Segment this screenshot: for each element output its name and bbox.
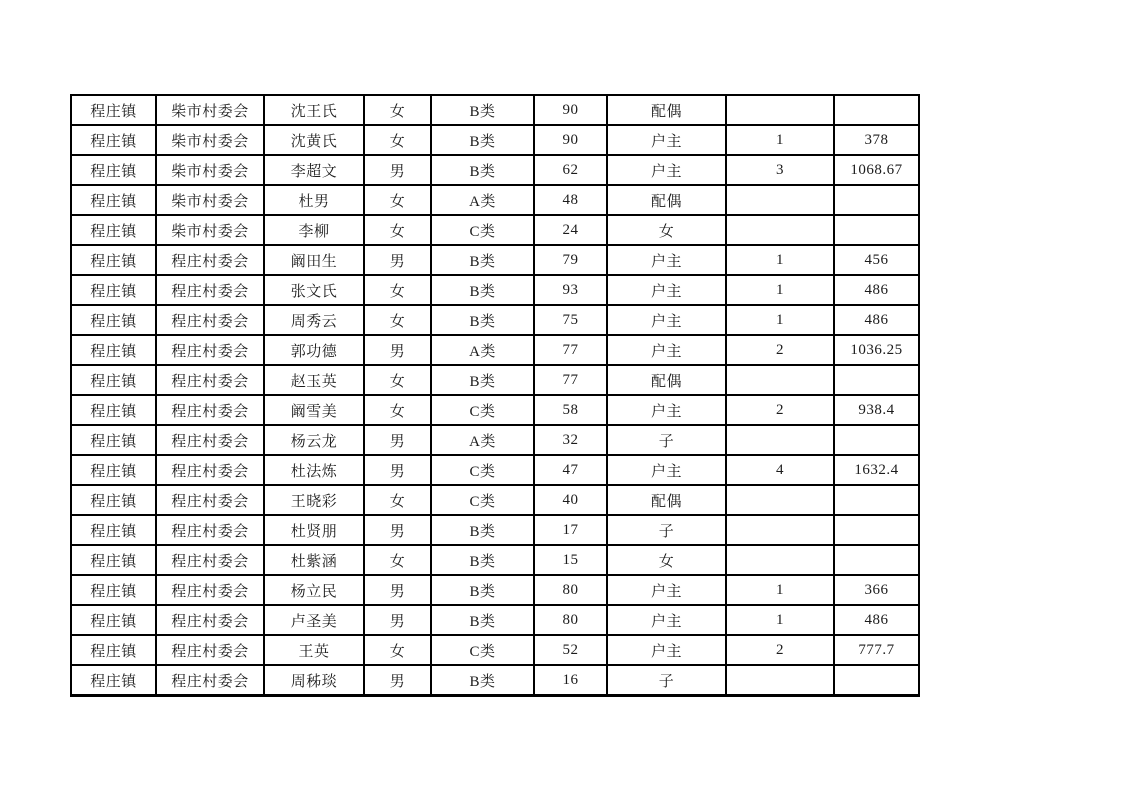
cell-town: 程庄镇 bbox=[71, 545, 156, 575]
cell-count bbox=[726, 185, 834, 215]
cell-category: C类 bbox=[431, 455, 534, 485]
cell-age: 79 bbox=[534, 245, 607, 275]
cell-village-committee: 程庄村委会 bbox=[156, 635, 264, 665]
cell-town: 程庄镇 bbox=[71, 485, 156, 515]
cell-town: 程庄镇 bbox=[71, 395, 156, 425]
cell-town: 程庄镇 bbox=[71, 515, 156, 545]
cell-relation: 户主 bbox=[607, 125, 726, 155]
cell-amount bbox=[834, 215, 919, 245]
cell-age: 75 bbox=[534, 305, 607, 335]
cell-category: B类 bbox=[431, 365, 534, 395]
table-row bbox=[71, 245, 919, 275]
cell-category: B类 bbox=[431, 515, 534, 545]
cell-count bbox=[726, 545, 834, 575]
cell-amount: 366 bbox=[834, 575, 919, 605]
cell-village-committee: 程庄村委会 bbox=[156, 245, 264, 275]
cell-relation: 户主 bbox=[607, 455, 726, 485]
cell-name: 周秭琰 bbox=[264, 665, 364, 695]
cell-name: 张文氏 bbox=[264, 275, 364, 305]
cell-village-committee: 程庄村委会 bbox=[156, 365, 264, 395]
cell-village-committee: 程庄村委会 bbox=[156, 425, 264, 455]
table-body bbox=[71, 95, 919, 696]
cell-gender: 男 bbox=[364, 155, 431, 185]
cell-category: A类 bbox=[431, 185, 534, 215]
cell-village-committee: 程庄村委会 bbox=[156, 545, 264, 575]
cell-age: 24 bbox=[534, 215, 607, 245]
cell-relation: 配偶 bbox=[607, 485, 726, 515]
cell-gender: 女 bbox=[364, 635, 431, 665]
cell-category: C类 bbox=[431, 635, 534, 665]
cell-town: 程庄镇 bbox=[71, 125, 156, 155]
cell-village-committee: 程庄村委会 bbox=[156, 515, 264, 545]
cell-count: 2 bbox=[726, 335, 834, 365]
cell-amount: 1632.4 bbox=[834, 455, 919, 485]
cell-age: 52 bbox=[534, 635, 607, 665]
cell-amount bbox=[834, 185, 919, 215]
cell-count: 1 bbox=[726, 305, 834, 335]
table-row bbox=[71, 125, 919, 155]
cell-relation: 户主 bbox=[607, 335, 726, 365]
table-row bbox=[71, 605, 919, 635]
table-row bbox=[71, 485, 919, 515]
cell-relation: 配偶 bbox=[607, 365, 726, 395]
cell-town: 程庄镇 bbox=[71, 455, 156, 485]
cell-age: 15 bbox=[534, 545, 607, 575]
cell-count bbox=[726, 365, 834, 395]
cell-category: B类 bbox=[431, 125, 534, 155]
cell-age: 32 bbox=[534, 425, 607, 455]
cell-name: 卢圣美 bbox=[264, 605, 364, 635]
cell-gender: 男 bbox=[364, 575, 431, 605]
cell-name: 赵玉英 bbox=[264, 365, 364, 395]
table-row bbox=[71, 155, 919, 185]
cell-gender: 男 bbox=[364, 455, 431, 485]
table-row bbox=[71, 275, 919, 305]
cell-age: 80 bbox=[534, 605, 607, 635]
cell-relation: 户主 bbox=[607, 635, 726, 665]
cell-count bbox=[726, 95, 834, 125]
cell-amount: 456 bbox=[834, 245, 919, 275]
cell-gender: 男 bbox=[364, 425, 431, 455]
cell-village-committee: 柴市村委会 bbox=[156, 185, 264, 215]
cell-village-committee: 程庄村委会 bbox=[156, 275, 264, 305]
cell-age: 62 bbox=[534, 155, 607, 185]
cell-town: 程庄镇 bbox=[71, 335, 156, 365]
cell-category: A类 bbox=[431, 425, 534, 455]
cell-name: 王晓彩 bbox=[264, 485, 364, 515]
table-row bbox=[71, 455, 919, 485]
cell-village-committee: 程庄村委会 bbox=[156, 665, 264, 695]
cell-gender: 女 bbox=[364, 275, 431, 305]
cell-category: B类 bbox=[431, 545, 534, 575]
cell-town: 程庄镇 bbox=[71, 665, 156, 695]
cell-count: 1 bbox=[726, 275, 834, 305]
cell-gender: 女 bbox=[364, 185, 431, 215]
cell-amount bbox=[834, 515, 919, 545]
cell-name: 阚雪美 bbox=[264, 395, 364, 425]
cell-name: 李柳 bbox=[264, 215, 364, 245]
cell-amount bbox=[834, 485, 919, 515]
cell-village-committee: 程庄村委会 bbox=[156, 305, 264, 335]
cell-gender: 男 bbox=[364, 245, 431, 275]
cell-name: 沈黄氏 bbox=[264, 125, 364, 155]
table-row bbox=[71, 395, 919, 425]
cell-village-committee: 程庄村委会 bbox=[156, 485, 264, 515]
table-row bbox=[71, 215, 919, 245]
cell-age: 58 bbox=[534, 395, 607, 425]
cell-name: 沈王氏 bbox=[264, 95, 364, 125]
cell-count: 4 bbox=[726, 455, 834, 485]
cell-name: 杜贤朋 bbox=[264, 515, 364, 545]
table-row bbox=[71, 305, 919, 335]
cell-relation: 户主 bbox=[607, 605, 726, 635]
cell-category: B类 bbox=[431, 155, 534, 185]
cell-village-committee: 程庄村委会 bbox=[156, 395, 264, 425]
cell-relation: 户主 bbox=[607, 155, 726, 185]
cell-gender: 男 bbox=[364, 605, 431, 635]
cell-age: 47 bbox=[534, 455, 607, 485]
cell-village-committee: 柴市村委会 bbox=[156, 215, 264, 245]
cell-name: 杜紫涵 bbox=[264, 545, 364, 575]
cell-age: 17 bbox=[534, 515, 607, 545]
cell-town: 程庄镇 bbox=[71, 425, 156, 455]
cell-age: 16 bbox=[534, 665, 607, 695]
cell-age: 90 bbox=[534, 95, 607, 125]
cell-amount: 486 bbox=[834, 605, 919, 635]
cell-relation: 户主 bbox=[607, 395, 726, 425]
cell-village-committee: 柴市村委会 bbox=[156, 95, 264, 125]
table-row bbox=[71, 335, 919, 365]
cell-town: 程庄镇 bbox=[71, 305, 156, 335]
cell-name: 杨云龙 bbox=[264, 425, 364, 455]
cell-count bbox=[726, 485, 834, 515]
cell-relation: 子 bbox=[607, 425, 726, 455]
cell-town: 程庄镇 bbox=[71, 155, 156, 185]
cell-gender: 女 bbox=[364, 395, 431, 425]
cell-town: 程庄镇 bbox=[71, 245, 156, 275]
cell-name: 阚田生 bbox=[264, 245, 364, 275]
cell-gender: 女 bbox=[364, 485, 431, 515]
cell-age: 77 bbox=[534, 365, 607, 395]
table-row bbox=[71, 545, 919, 575]
beneficiary-table bbox=[70, 94, 920, 697]
cell-town: 程庄镇 bbox=[71, 185, 156, 215]
table-row bbox=[71, 515, 919, 545]
cell-name: 周秀云 bbox=[264, 305, 364, 335]
cell-village-committee: 柴市村委会 bbox=[156, 155, 264, 185]
cell-village-committee: 程庄村委会 bbox=[156, 335, 264, 365]
cell-relation: 女 bbox=[607, 545, 726, 575]
cell-relation: 子 bbox=[607, 665, 726, 695]
cell-count bbox=[726, 665, 834, 695]
cell-amount: 938.4 bbox=[834, 395, 919, 425]
table-row bbox=[71, 665, 919, 695]
cell-amount: 486 bbox=[834, 275, 919, 305]
cell-gender: 女 bbox=[364, 545, 431, 575]
table-row bbox=[71, 185, 919, 215]
cell-relation: 户主 bbox=[607, 575, 726, 605]
cell-amount: 777.7 bbox=[834, 635, 919, 665]
cell-count: 1 bbox=[726, 575, 834, 605]
cell-village-committee: 柴市村委会 bbox=[156, 125, 264, 155]
cell-count bbox=[726, 515, 834, 545]
cell-name: 杜法炼 bbox=[264, 455, 364, 485]
cell-category: A类 bbox=[431, 335, 534, 365]
cell-relation: 户主 bbox=[607, 245, 726, 275]
cell-amount bbox=[834, 665, 919, 695]
cell-amount: 486 bbox=[834, 305, 919, 335]
cell-relation: 配偶 bbox=[607, 185, 726, 215]
cell-category: B类 bbox=[431, 245, 534, 275]
cell-gender: 女 bbox=[364, 365, 431, 395]
cell-count: 3 bbox=[726, 155, 834, 185]
cell-amount: 1068.67 bbox=[834, 155, 919, 185]
cell-amount: 378 bbox=[834, 125, 919, 155]
cell-relation: 女 bbox=[607, 215, 726, 245]
cell-relation: 户主 bbox=[607, 305, 726, 335]
cell-amount bbox=[834, 365, 919, 395]
cell-age: 77 bbox=[534, 335, 607, 365]
cell-town: 程庄镇 bbox=[71, 215, 156, 245]
cell-gender: 男 bbox=[364, 335, 431, 365]
cell-village-committee: 程庄村委会 bbox=[156, 605, 264, 635]
cell-town: 程庄镇 bbox=[71, 95, 156, 125]
cell-gender: 女 bbox=[364, 305, 431, 335]
table-row bbox=[71, 575, 919, 605]
cell-count: 1 bbox=[726, 125, 834, 155]
cell-relation: 配偶 bbox=[607, 95, 726, 125]
cell-category: B类 bbox=[431, 605, 534, 635]
cell-gender: 女 bbox=[364, 95, 431, 125]
cell-age: 93 bbox=[534, 275, 607, 305]
cell-name: 郭功德 bbox=[264, 335, 364, 365]
cell-town: 程庄镇 bbox=[71, 365, 156, 395]
cell-count bbox=[726, 425, 834, 455]
cell-category: C类 bbox=[431, 395, 534, 425]
cell-relation: 子 bbox=[607, 515, 726, 545]
cell-amount bbox=[834, 545, 919, 575]
cell-category: C类 bbox=[431, 215, 534, 245]
cell-amount: 1036.25 bbox=[834, 335, 919, 365]
cell-age: 90 bbox=[534, 125, 607, 155]
cell-category: C类 bbox=[431, 485, 534, 515]
cell-gender: 男 bbox=[364, 515, 431, 545]
cell-age: 40 bbox=[534, 485, 607, 515]
table-row bbox=[71, 365, 919, 395]
cell-name: 王英 bbox=[264, 635, 364, 665]
cell-village-committee: 程庄村委会 bbox=[156, 575, 264, 605]
cell-town: 程庄镇 bbox=[71, 605, 156, 635]
cell-amount bbox=[834, 95, 919, 125]
table-row bbox=[71, 425, 919, 455]
cell-town: 程庄镇 bbox=[71, 635, 156, 665]
cell-category: B类 bbox=[431, 305, 534, 335]
cell-age: 80 bbox=[534, 575, 607, 605]
cell-amount bbox=[834, 425, 919, 455]
cell-town: 程庄镇 bbox=[71, 275, 156, 305]
cell-gender: 女 bbox=[364, 125, 431, 155]
table-row bbox=[71, 635, 919, 665]
cell-name: 李超文 bbox=[264, 155, 364, 185]
cell-count: 2 bbox=[726, 635, 834, 665]
cell-gender: 女 bbox=[364, 215, 431, 245]
cell-count: 2 bbox=[726, 395, 834, 425]
cell-category: B类 bbox=[431, 275, 534, 305]
cell-age: 48 bbox=[534, 185, 607, 215]
cell-category: B类 bbox=[431, 665, 534, 695]
cell-category: B类 bbox=[431, 575, 534, 605]
table-row bbox=[71, 95, 919, 125]
cell-count: 1 bbox=[726, 245, 834, 275]
cell-category: B类 bbox=[431, 95, 534, 125]
cell-relation: 户主 bbox=[607, 275, 726, 305]
cell-village-committee: 程庄村委会 bbox=[156, 455, 264, 485]
cell-name: 杨立民 bbox=[264, 575, 364, 605]
cell-count bbox=[726, 215, 834, 245]
cell-town: 程庄镇 bbox=[71, 575, 156, 605]
cell-name: 杜男 bbox=[264, 185, 364, 215]
cell-count: 1 bbox=[726, 605, 834, 635]
cell-gender: 男 bbox=[364, 665, 431, 695]
